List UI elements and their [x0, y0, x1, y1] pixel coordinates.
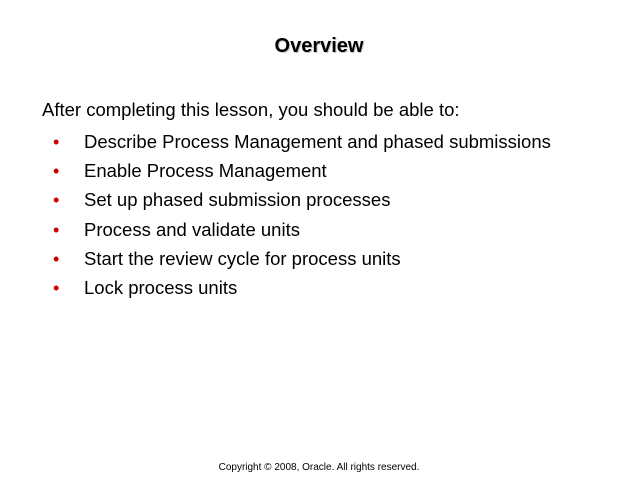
objective-text: Describe Process Management and phased submissions: [84, 131, 551, 152]
objective-text: Start the review cycle for process units: [84, 247, 401, 269]
objective-text: Process and validate units: [84, 218, 300, 240]
copyright-footer: Copyright © 2008, Oracle. All rights reserved.: [218, 462, 420, 473]
bullet-icon: •: [53, 219, 60, 240]
bullet-icon: •: [53, 190, 60, 211]
objective-text: Lock process units: [84, 276, 238, 298]
slide-title: Overview: [274, 35, 364, 57]
bullet-icon: •: [53, 132, 60, 152]
bullet-icon: •: [53, 248, 60, 269]
bullet-icon: •: [53, 161, 60, 182]
intro-text: After completing this lesson, you should be able to:: [42, 99, 460, 120]
objective-text: Enable Process Management: [84, 160, 327, 182]
objective-text: Set up phased submission processes: [84, 189, 391, 211]
bullet-icon: •: [53, 277, 60, 298]
